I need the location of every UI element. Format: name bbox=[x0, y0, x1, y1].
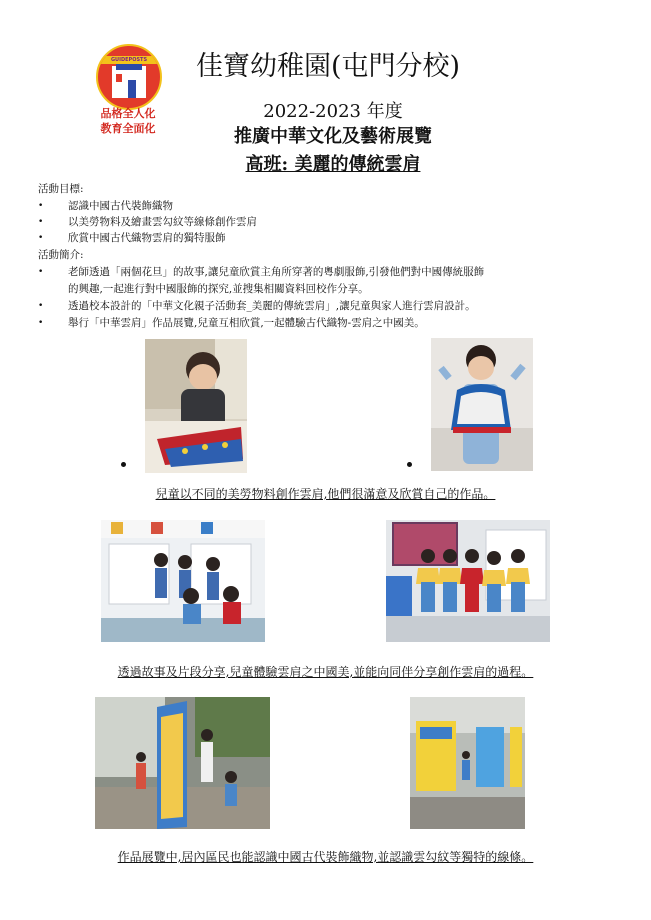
bullet-dot bbox=[407, 462, 412, 467]
slogan-line: 品格全人化 bbox=[100, 107, 156, 120]
bullet: • bbox=[38, 201, 44, 211]
bullet: • bbox=[38, 233, 44, 243]
intro-item-line: 的興趣,一起進行對中國服飾的探究,並搜集相關資料回校作分享。 bbox=[68, 283, 369, 295]
bullet-dot bbox=[121, 462, 126, 467]
school-slogan bbox=[86, 106, 170, 136]
objectives-label: 活動目標: bbox=[38, 183, 84, 195]
bullet: • bbox=[38, 267, 44, 277]
slogan-line: 教育全面化 bbox=[100, 122, 156, 135]
school-name: 佳寶幼稚園(屯門分校) bbox=[195, 51, 461, 82]
caption-row2: 透過故事及片段分享,兒童體驗雲肩之中國美,並能向同伴分享創作雲肩的過程。 bbox=[117, 665, 534, 679]
bullet: • bbox=[38, 318, 44, 328]
exhibition-title: 推廣中華文化及藝術展覽 bbox=[234, 126, 432, 147]
intro-item-line: 舉行「中華雲肩」作品展覽,兒童互相欣賞,一起體驗古代織物-雲肩之中國美。 bbox=[68, 317, 425, 329]
school-logo bbox=[96, 44, 162, 110]
photo-outdoor-exhibition bbox=[95, 697, 270, 829]
photo-child-drawing bbox=[145, 339, 247, 473]
logo-band-text: GUIDEPOSTS bbox=[110, 57, 148, 63]
photo-child-wearing-collar bbox=[431, 338, 533, 471]
photo-classroom-sharing bbox=[101, 520, 265, 642]
objective-item: 認識中國古代裝飾織物 bbox=[68, 200, 173, 212]
school-year: 2022-2023 年度 bbox=[263, 101, 403, 122]
caption-row3: 作品展覽中,居內區民也能認識中國古代裝飾織物,並認識雲勾紋等獨特的線條。 bbox=[117, 850, 534, 864]
objective-item: 欣賞中國古代織物雲肩的獨特服飾 bbox=[68, 232, 226, 244]
class-title: 高班: 美麗的傳統雲肩 bbox=[245, 154, 421, 175]
photo-group-collars bbox=[386, 520, 550, 642]
bullet: • bbox=[38, 217, 44, 227]
intro-item-line: 老師透過「兩個花旦」的故事,讓兒童欣賞主角所穿著的粵劇服飾,引發他們對中國傳統服飾 bbox=[68, 266, 485, 278]
intro-label: 活動簡介: bbox=[38, 249, 84, 261]
caption-row1: 兒童以不同的美勞物料創作雲肩,他們很滿意及欣賞自己的作品。 bbox=[155, 487, 496, 501]
intro-item-line: 透過校本設計的「中華文化親子活動套_美麗的傳統雲肩」,讓兒童與家人進行雲肩設計。 bbox=[68, 300, 476, 312]
photo-display-boards bbox=[410, 697, 525, 829]
bullet: • bbox=[38, 301, 44, 311]
objective-item: 以美勞物料及繪畫雲勾紋等線條創作雲肩 bbox=[68, 216, 257, 228]
